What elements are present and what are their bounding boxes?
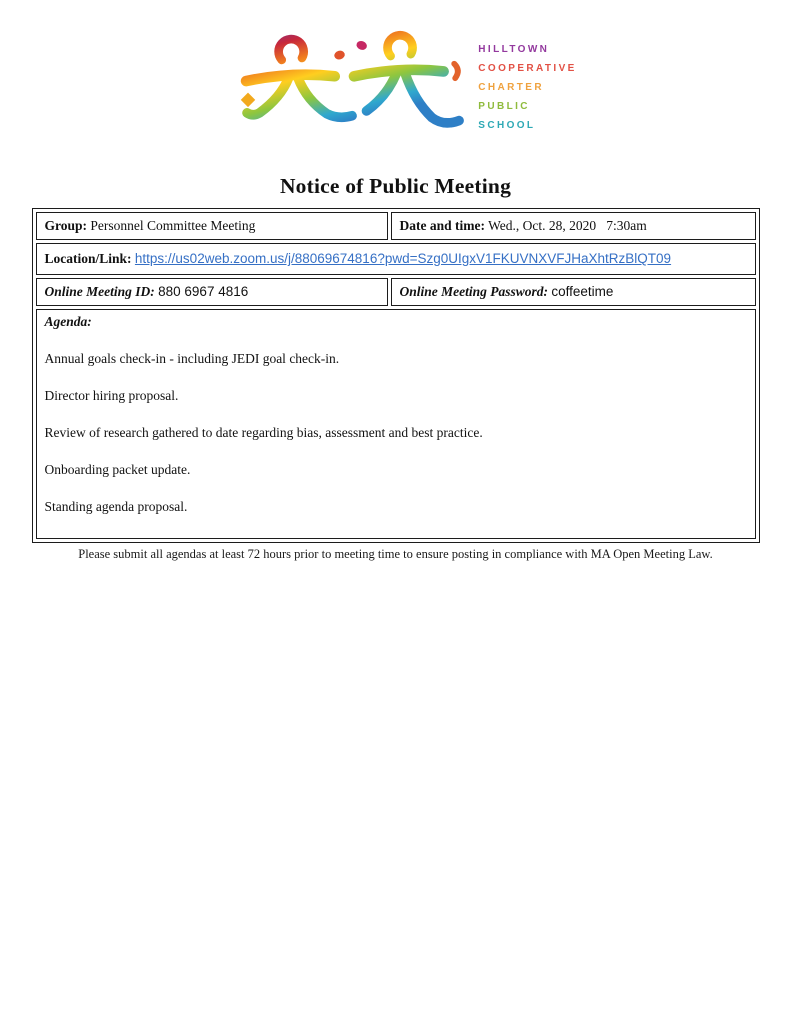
password-label: Online Meeting Password: xyxy=(399,284,549,299)
school-name-line: HILLTOWN xyxy=(478,44,550,55)
zoom-link[interactable]: https://us02web.zoom.us/j/88069674816?pwd=Szg0UIgxV1FKUVNXVFJHaXhtRzBlQT09 xyxy=(134,251,672,266)
agenda-item: Review of research gathered to date regarding bias, assessment and best practice. xyxy=(44,425,483,440)
school-logo xyxy=(24,30,791,140)
table-row-agenda xyxy=(36,309,756,539)
school-name xyxy=(478,30,576,135)
location-cell xyxy=(36,243,756,275)
page-title: Notice of Public Meeting xyxy=(279,174,512,198)
password-cell xyxy=(391,278,756,306)
datetime-cell xyxy=(391,212,756,240)
agenda-item: Onboarding packet update. xyxy=(44,462,191,477)
agenda-item: Director hiring proposal. xyxy=(44,388,179,403)
school-name-line: CHARTER xyxy=(478,82,544,93)
datetime-value: Wed., Oct. 28, 2020 7:30am xyxy=(488,218,647,233)
location-label: Location/Link: xyxy=(44,251,132,266)
dancing-figures-icon xyxy=(238,30,470,136)
group-value: Personnel Committee Meeting xyxy=(90,218,256,233)
agenda-label: Agenda: xyxy=(44,314,92,329)
table-row-id-password xyxy=(36,278,756,306)
school-name-line: SCHOOL xyxy=(478,120,536,131)
table-row-location xyxy=(36,243,756,275)
password-value: coffeetime xyxy=(551,284,614,299)
meeting-id-label: Online Meeting ID: xyxy=(44,284,155,299)
footer-note: Please submit all agendas at least 72 hours prior to meeting time to ensure posting in compliance with MA Open Meeting Law. xyxy=(78,547,713,561)
school-name-line: COOPERATIVE xyxy=(478,63,577,74)
agenda-item: Annual goals check-in - including JEDI goal check-in. xyxy=(44,351,340,366)
school-name-line: PUBLIC xyxy=(478,101,530,112)
meeting-id-cell xyxy=(36,278,388,306)
agenda-cell xyxy=(36,309,756,539)
agenda-list xyxy=(45,350,747,515)
group-label: Group: xyxy=(44,218,88,233)
table-row-group-date xyxy=(36,212,756,240)
meeting-table xyxy=(32,208,760,543)
meeting-id-value: 880 6967 4816 xyxy=(158,284,249,299)
group-cell xyxy=(36,212,388,240)
agenda-item: Standing agenda proposal. xyxy=(44,499,188,514)
datetime-label: Date and time: xyxy=(399,218,485,233)
